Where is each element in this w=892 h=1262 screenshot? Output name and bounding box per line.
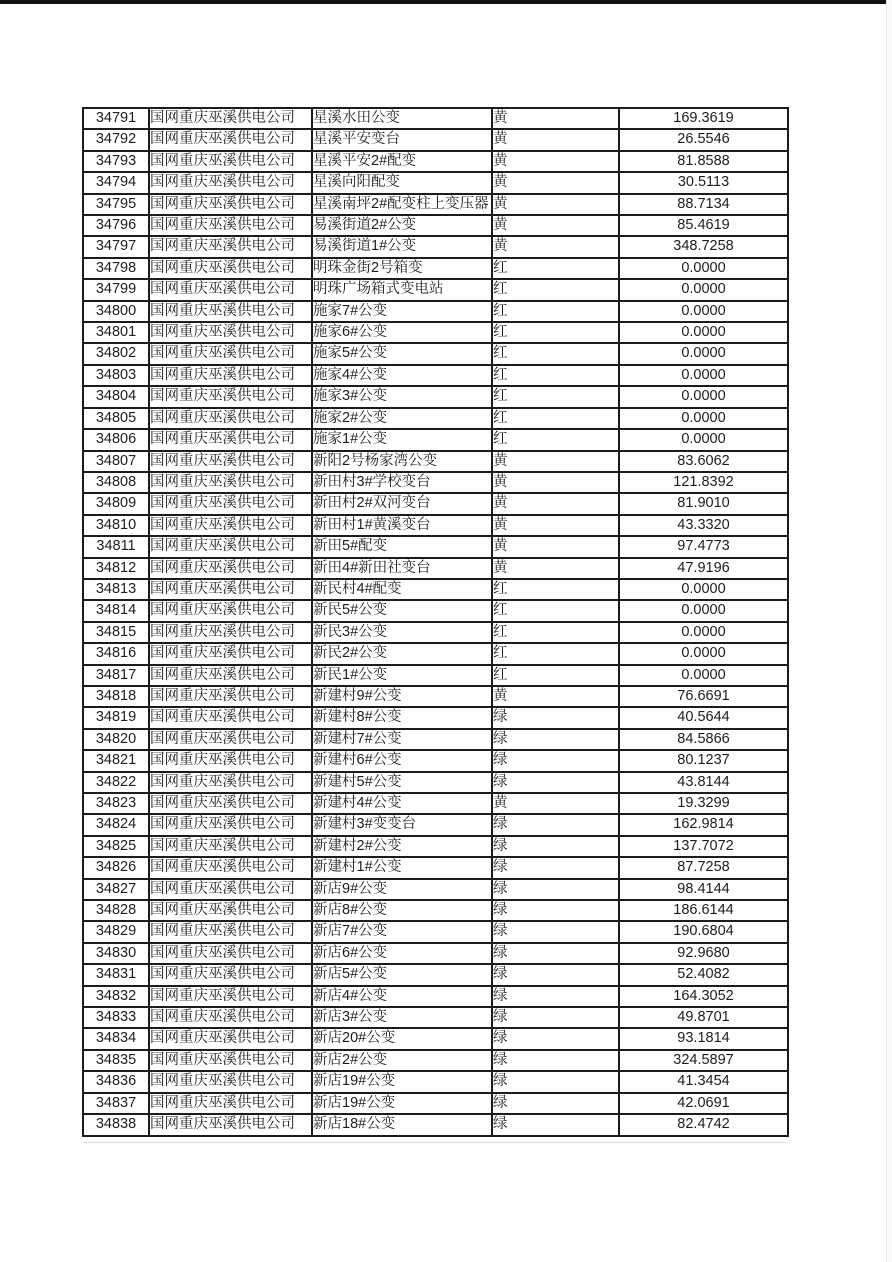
status-color-cell: 红	[492, 622, 619, 643]
station-name-cell: 易溪街道1#公变	[312, 236, 492, 257]
company-cell: 国网重庆巫溪供电公司	[149, 322, 312, 343]
station-name-cell: 新田4#新田社变台	[312, 558, 492, 579]
status-color-cell: 绿	[492, 943, 619, 964]
row-id-cell: 34835	[83, 1050, 149, 1071]
value-cell: 98.4144	[619, 879, 788, 900]
status-color-cell: 黄	[492, 236, 619, 257]
value-cell: 49.8701	[619, 1007, 788, 1028]
company-cell: 国网重庆巫溪供电公司	[149, 279, 312, 300]
row-id-cell: 34832	[83, 986, 149, 1007]
table-row	[83, 665, 788, 686]
table-row	[83, 622, 788, 643]
value-cell: 169.3619	[619, 108, 788, 129]
row-id-cell: 34806	[83, 429, 149, 450]
table-row	[83, 236, 788, 257]
station-name-cell: 新田5#配变	[312, 536, 492, 557]
row-id-cell: 34794	[83, 172, 149, 193]
station-name-cell: 易溪街道2#公变	[312, 215, 492, 236]
company-cell: 国网重庆巫溪供电公司	[149, 536, 312, 557]
value-cell: 0.0000	[619, 343, 788, 364]
status-color-cell: 红	[492, 429, 619, 450]
table-row	[83, 301, 788, 322]
company-cell: 国网重庆巫溪供电公司	[149, 622, 312, 643]
row-id-cell: 34801	[83, 322, 149, 343]
row-id-cell: 34834	[83, 1028, 149, 1049]
row-id-cell: 34831	[83, 964, 149, 985]
value-cell: 81.9010	[619, 493, 788, 514]
station-name-cell: 施家4#公变	[312, 365, 492, 386]
station-name-cell: 新民1#公变	[312, 665, 492, 686]
row-id-cell: 34808	[83, 472, 149, 493]
table-row	[83, 386, 788, 407]
row-id-cell: 34822	[83, 772, 149, 793]
row-id-cell: 34823	[83, 793, 149, 814]
value-cell: 0.0000	[619, 258, 788, 279]
value-cell: 42.0691	[619, 1093, 788, 1114]
status-color-cell: 绿	[492, 707, 619, 728]
value-cell: 41.3454	[619, 1071, 788, 1092]
value-cell: 26.5546	[619, 129, 788, 150]
status-color-cell: 绿	[492, 772, 619, 793]
row-id-cell: 34807	[83, 451, 149, 472]
status-color-cell: 绿	[492, 1050, 619, 1071]
value-cell: 87.7258	[619, 857, 788, 878]
station-name-cell: 新建村4#公变	[312, 793, 492, 814]
value-cell: 82.4742	[619, 1114, 788, 1135]
station-name-cell: 新店9#公变	[312, 879, 492, 900]
table-row	[83, 129, 788, 150]
value-cell: 121.8392	[619, 472, 788, 493]
status-color-cell: 黄	[492, 493, 619, 514]
row-id-cell: 34824	[83, 814, 149, 835]
table-row	[83, 900, 788, 921]
row-id-cell: 34829	[83, 921, 149, 942]
station-name-cell: 施家1#公变	[312, 429, 492, 450]
row-id-cell: 34838	[83, 1114, 149, 1135]
company-cell: 国网重庆巫溪供电公司	[149, 1007, 312, 1028]
value-cell: 324.5897	[619, 1050, 788, 1071]
row-id-cell: 34830	[83, 943, 149, 964]
table-row	[83, 194, 788, 215]
row-id-cell: 34809	[83, 493, 149, 514]
status-color-cell: 绿	[492, 1028, 619, 1049]
page-right-edge-strip	[887, 0, 892, 1262]
value-cell: 76.6691	[619, 686, 788, 707]
company-cell: 国网重庆巫溪供电公司	[149, 194, 312, 215]
value-cell: 0.0000	[619, 408, 788, 429]
status-color-cell: 黄	[492, 472, 619, 493]
status-color-cell: 黄	[492, 793, 619, 814]
station-name-cell: 明珠广场箱式变电站	[312, 279, 492, 300]
value-cell: 81.8588	[619, 151, 788, 172]
table-row	[83, 707, 788, 728]
company-cell: 国网重庆巫溪供电公司	[149, 793, 312, 814]
table-row	[83, 172, 788, 193]
value-cell: 0.0000	[619, 301, 788, 322]
row-id-cell: 34802	[83, 343, 149, 364]
value-cell: 83.6062	[619, 451, 788, 472]
company-cell: 国网重庆巫溪供电公司	[149, 301, 312, 322]
status-color-cell: 黄	[492, 129, 619, 150]
company-cell: 国网重庆巫溪供电公司	[149, 172, 312, 193]
status-color-cell: 绿	[492, 1071, 619, 1092]
value-cell: 85.4619	[619, 215, 788, 236]
status-color-cell: 黄	[492, 686, 619, 707]
value-cell: 43.8144	[619, 772, 788, 793]
row-id-cell: 34813	[83, 579, 149, 600]
company-cell: 国网重庆巫溪供电公司	[149, 943, 312, 964]
table-row	[83, 215, 788, 236]
value-cell: 80.1237	[619, 750, 788, 771]
station-name-cell: 施家2#公变	[312, 408, 492, 429]
company-cell: 国网重庆巫溪供电公司	[149, 1050, 312, 1071]
company-cell: 国网重庆巫溪供电公司	[149, 343, 312, 364]
station-name-cell: 新店19#公变	[312, 1071, 492, 1092]
row-id-cell: 34825	[83, 836, 149, 857]
value-cell: 190.6804	[619, 921, 788, 942]
row-id-cell: 34819	[83, 707, 149, 728]
value-cell: 137.7072	[619, 836, 788, 857]
row-id-cell: 34796	[83, 215, 149, 236]
company-cell: 国网重庆巫溪供电公司	[149, 493, 312, 514]
table-row	[83, 921, 788, 942]
row-id-cell: 34836	[83, 1071, 149, 1092]
company-cell: 国网重庆巫溪供电公司	[149, 1114, 312, 1135]
status-color-cell: 绿	[492, 814, 619, 835]
table-row	[83, 108, 788, 129]
station-name-cell: 新民3#公变	[312, 622, 492, 643]
status-color-cell: 黄	[492, 172, 619, 193]
value-cell: 0.0000	[619, 665, 788, 686]
station-name-cell: 新店8#公变	[312, 900, 492, 921]
status-color-cell: 红	[492, 579, 619, 600]
station-name-cell: 新建村5#公变	[312, 772, 492, 793]
station-name-cell: 明珠金街2号箱变	[312, 258, 492, 279]
station-name-cell: 新建村8#公变	[312, 707, 492, 728]
company-cell: 国网重庆巫溪供电公司	[149, 750, 312, 771]
status-color-cell: 红	[492, 279, 619, 300]
table-row	[83, 558, 788, 579]
value-cell: 0.0000	[619, 279, 788, 300]
station-name-cell: 施家7#公变	[312, 301, 492, 322]
status-color-cell: 黄	[492, 451, 619, 472]
company-cell: 国网重庆巫溪供电公司	[149, 665, 312, 686]
station-name-cell: 新店5#公变	[312, 964, 492, 985]
table-row	[83, 729, 788, 750]
row-id-cell: 34797	[83, 236, 149, 257]
power-supply-station-table	[82, 107, 789, 1137]
table-row	[83, 814, 788, 835]
status-color-cell: 红	[492, 665, 619, 686]
station-name-cell: 新阳2号杨家湾公变	[312, 451, 492, 472]
row-id-cell: 34793	[83, 151, 149, 172]
row-id-cell: 34817	[83, 665, 149, 686]
company-cell: 国网重庆巫溪供电公司	[149, 151, 312, 172]
station-name-cell: 星溪水田公变	[312, 108, 492, 129]
station-name-cell: 新建村9#公变	[312, 686, 492, 707]
station-name-cell: 新田村3#学校变台	[312, 472, 492, 493]
table-row	[83, 493, 788, 514]
row-id-cell: 34800	[83, 301, 149, 322]
row-id-cell: 34821	[83, 750, 149, 771]
row-id-cell: 34833	[83, 1007, 149, 1028]
status-color-cell: 绿	[492, 857, 619, 878]
station-name-cell: 新店19#公变	[312, 1093, 492, 1114]
row-id-cell: 34803	[83, 365, 149, 386]
company-cell: 国网重庆巫溪供电公司	[149, 386, 312, 407]
table-row	[83, 536, 788, 557]
table-row	[83, 986, 788, 1007]
table-row	[83, 750, 788, 771]
row-id-cell: 34811	[83, 536, 149, 557]
company-cell: 国网重庆巫溪供电公司	[149, 643, 312, 664]
value-cell: 0.0000	[619, 365, 788, 386]
table-row	[83, 1093, 788, 1114]
status-color-cell: 红	[492, 301, 619, 322]
status-color-cell: 红	[492, 408, 619, 429]
table-row	[83, 472, 788, 493]
row-id-cell: 34837	[83, 1093, 149, 1114]
value-cell: 30.5113	[619, 172, 788, 193]
table-row	[83, 600, 788, 621]
company-cell: 国网重庆巫溪供电公司	[149, 558, 312, 579]
row-id-cell: 34804	[83, 386, 149, 407]
table-row	[83, 964, 788, 985]
status-color-cell: 黄	[492, 151, 619, 172]
status-color-cell: 黄	[492, 536, 619, 557]
value-cell: 19.3299	[619, 793, 788, 814]
status-color-cell: 黄	[492, 515, 619, 536]
value-cell: 0.0000	[619, 386, 788, 407]
station-name-cell: 新建村2#公变	[312, 836, 492, 857]
station-name-cell: 施家3#公变	[312, 386, 492, 407]
station-name-cell: 新店2#公变	[312, 1050, 492, 1071]
company-cell: 国网重庆巫溪供电公司	[149, 472, 312, 493]
station-name-cell: 新店4#公变	[312, 986, 492, 1007]
table-row	[83, 1071, 788, 1092]
status-color-cell: 红	[492, 365, 619, 386]
row-id-cell: 34827	[83, 879, 149, 900]
status-color-cell: 绿	[492, 1093, 619, 1114]
company-cell: 国网重庆巫溪供电公司	[149, 451, 312, 472]
company-cell: 国网重庆巫溪供电公司	[149, 365, 312, 386]
status-color-cell: 绿	[492, 986, 619, 1007]
status-color-cell: 红	[492, 343, 619, 364]
station-name-cell: 新民2#公变	[312, 643, 492, 664]
table-row	[83, 686, 788, 707]
table-row	[83, 772, 788, 793]
row-id-cell: 34826	[83, 857, 149, 878]
station-name-cell: 星溪南坪2#配变柱上变压器	[312, 194, 492, 215]
value-cell: 164.3052	[619, 986, 788, 1007]
status-color-cell: 绿	[492, 750, 619, 771]
company-cell: 国网重庆巫溪供电公司	[149, 408, 312, 429]
station-name-cell: 星溪平安变台	[312, 129, 492, 150]
company-cell: 国网重庆巫溪供电公司	[149, 986, 312, 1007]
row-id-cell: 34792	[83, 129, 149, 150]
page-top-edge-bar	[0, 0, 887, 4]
table-row	[83, 429, 788, 450]
row-id-cell: 34799	[83, 279, 149, 300]
value-cell: 0.0000	[619, 622, 788, 643]
table-row	[83, 857, 788, 878]
value-cell: 0.0000	[619, 322, 788, 343]
value-cell: 186.6144	[619, 900, 788, 921]
table-row	[83, 643, 788, 664]
status-color-cell: 绿	[492, 729, 619, 750]
station-name-cell: 新民5#公变	[312, 600, 492, 621]
station-name-cell: 新建村3#变变台	[312, 814, 492, 835]
status-color-cell: 绿	[492, 900, 619, 921]
company-cell: 国网重庆巫溪供电公司	[149, 600, 312, 621]
company-cell: 国网重庆巫溪供电公司	[149, 686, 312, 707]
value-cell: 47.9196	[619, 558, 788, 579]
station-name-cell: 新店3#公变	[312, 1007, 492, 1028]
table-row	[83, 322, 788, 343]
value-cell: 92.9680	[619, 943, 788, 964]
value-cell: 348.7258	[619, 236, 788, 257]
company-cell: 国网重庆巫溪供电公司	[149, 1071, 312, 1092]
row-id-cell: 34818	[83, 686, 149, 707]
value-cell: 88.7134	[619, 194, 788, 215]
table-row	[83, 836, 788, 857]
station-name-cell: 新店7#公变	[312, 921, 492, 942]
row-id-cell: 34820	[83, 729, 149, 750]
company-cell: 国网重庆巫溪供电公司	[149, 258, 312, 279]
status-color-cell: 黄	[492, 194, 619, 215]
company-cell: 国网重庆巫溪供电公司	[149, 515, 312, 536]
table-row	[83, 1028, 788, 1049]
row-id-cell: 34812	[83, 558, 149, 579]
company-cell: 国网重庆巫溪供电公司	[149, 579, 312, 600]
company-cell: 国网重庆巫溪供电公司	[149, 1028, 312, 1049]
company-cell: 国网重庆巫溪供电公司	[149, 1093, 312, 1114]
company-cell: 国网重庆巫溪供电公司	[149, 729, 312, 750]
table-row	[83, 793, 788, 814]
company-cell: 国网重庆巫溪供电公司	[149, 429, 312, 450]
station-name-cell: 星溪向阳配变	[312, 172, 492, 193]
station-name-cell: 新建村1#公变	[312, 857, 492, 878]
table-row	[83, 343, 788, 364]
row-id-cell: 34810	[83, 515, 149, 536]
value-cell: 0.0000	[619, 600, 788, 621]
company-cell: 国网重庆巫溪供电公司	[149, 900, 312, 921]
status-color-cell: 绿	[492, 964, 619, 985]
company-cell: 国网重庆巫溪供电公司	[149, 836, 312, 857]
status-color-cell: 绿	[492, 836, 619, 857]
table-row	[83, 515, 788, 536]
company-cell: 国网重庆巫溪供电公司	[149, 129, 312, 150]
station-name-cell: 施家5#公变	[312, 343, 492, 364]
value-cell: 52.4082	[619, 964, 788, 985]
row-id-cell: 34795	[83, 194, 149, 215]
station-name-cell: 新店18#公变	[312, 1114, 492, 1135]
row-id-cell: 34816	[83, 643, 149, 664]
status-color-cell: 红	[492, 386, 619, 407]
row-id-cell: 34791	[83, 108, 149, 129]
company-cell: 国网重庆巫溪供电公司	[149, 215, 312, 236]
station-name-cell: 新店20#公变	[312, 1028, 492, 1049]
station-table-body	[83, 108, 788, 1136]
value-cell: 0.0000	[619, 579, 788, 600]
row-id-cell: 34815	[83, 622, 149, 643]
table-row	[83, 365, 788, 386]
company-cell: 国网重庆巫溪供电公司	[149, 879, 312, 900]
company-cell: 国网重庆巫溪供电公司	[149, 236, 312, 257]
status-color-cell: 黄	[492, 215, 619, 236]
table-row	[83, 408, 788, 429]
row-id-cell: 34828	[83, 900, 149, 921]
status-color-cell: 绿	[492, 921, 619, 942]
company-cell: 国网重庆巫溪供电公司	[149, 772, 312, 793]
table-row	[83, 1007, 788, 1028]
row-id-cell: 34805	[83, 408, 149, 429]
table-row	[83, 1114, 788, 1135]
station-name-cell: 施家6#公变	[312, 322, 492, 343]
value-cell: 0.0000	[619, 429, 788, 450]
status-color-cell: 绿	[492, 1007, 619, 1028]
company-cell: 国网重庆巫溪供电公司	[149, 921, 312, 942]
status-color-cell: 红	[492, 643, 619, 664]
company-cell: 国网重庆巫溪供电公司	[149, 964, 312, 985]
status-color-cell: 黄	[492, 108, 619, 129]
value-cell: 93.1814	[619, 1028, 788, 1049]
status-color-cell: 绿	[492, 1114, 619, 1135]
station-name-cell: 新田村2#双河变台	[312, 493, 492, 514]
status-color-cell: 红	[492, 258, 619, 279]
value-cell: 97.4773	[619, 536, 788, 557]
row-id-cell: 34814	[83, 600, 149, 621]
table-row	[83, 151, 788, 172]
station-name-cell: 新店6#公变	[312, 943, 492, 964]
company-cell: 国网重庆巫溪供电公司	[149, 707, 312, 728]
company-cell: 国网重庆巫溪供电公司	[149, 857, 312, 878]
row-id-cell: 34798	[83, 258, 149, 279]
table-row	[83, 943, 788, 964]
station-name-cell: 新建村7#公变	[312, 729, 492, 750]
status-color-cell: 红	[492, 600, 619, 621]
company-cell: 国网重庆巫溪供电公司	[149, 108, 312, 129]
faint-next-page-row-line	[84, 1142, 786, 1143]
company-cell: 国网重庆巫溪供电公司	[149, 814, 312, 835]
value-cell: 40.5644	[619, 707, 788, 728]
table-row	[83, 879, 788, 900]
value-cell: 162.9814	[619, 814, 788, 835]
value-cell: 43.3320	[619, 515, 788, 536]
station-name-cell: 新建村6#公变	[312, 750, 492, 771]
status-color-cell: 绿	[492, 879, 619, 900]
table-row	[83, 451, 788, 472]
station-name-cell: 新民村4#配变	[312, 579, 492, 600]
station-name-cell: 星溪平安2#配变	[312, 151, 492, 172]
station-name-cell: 新田村1#黄溪变台	[312, 515, 492, 536]
value-cell: 84.5866	[619, 729, 788, 750]
status-color-cell: 红	[492, 322, 619, 343]
status-color-cell: 黄	[492, 558, 619, 579]
table-row	[83, 579, 788, 600]
table-row	[83, 1050, 788, 1071]
table-row	[83, 279, 788, 300]
value-cell: 0.0000	[619, 643, 788, 664]
table-row	[83, 258, 788, 279]
